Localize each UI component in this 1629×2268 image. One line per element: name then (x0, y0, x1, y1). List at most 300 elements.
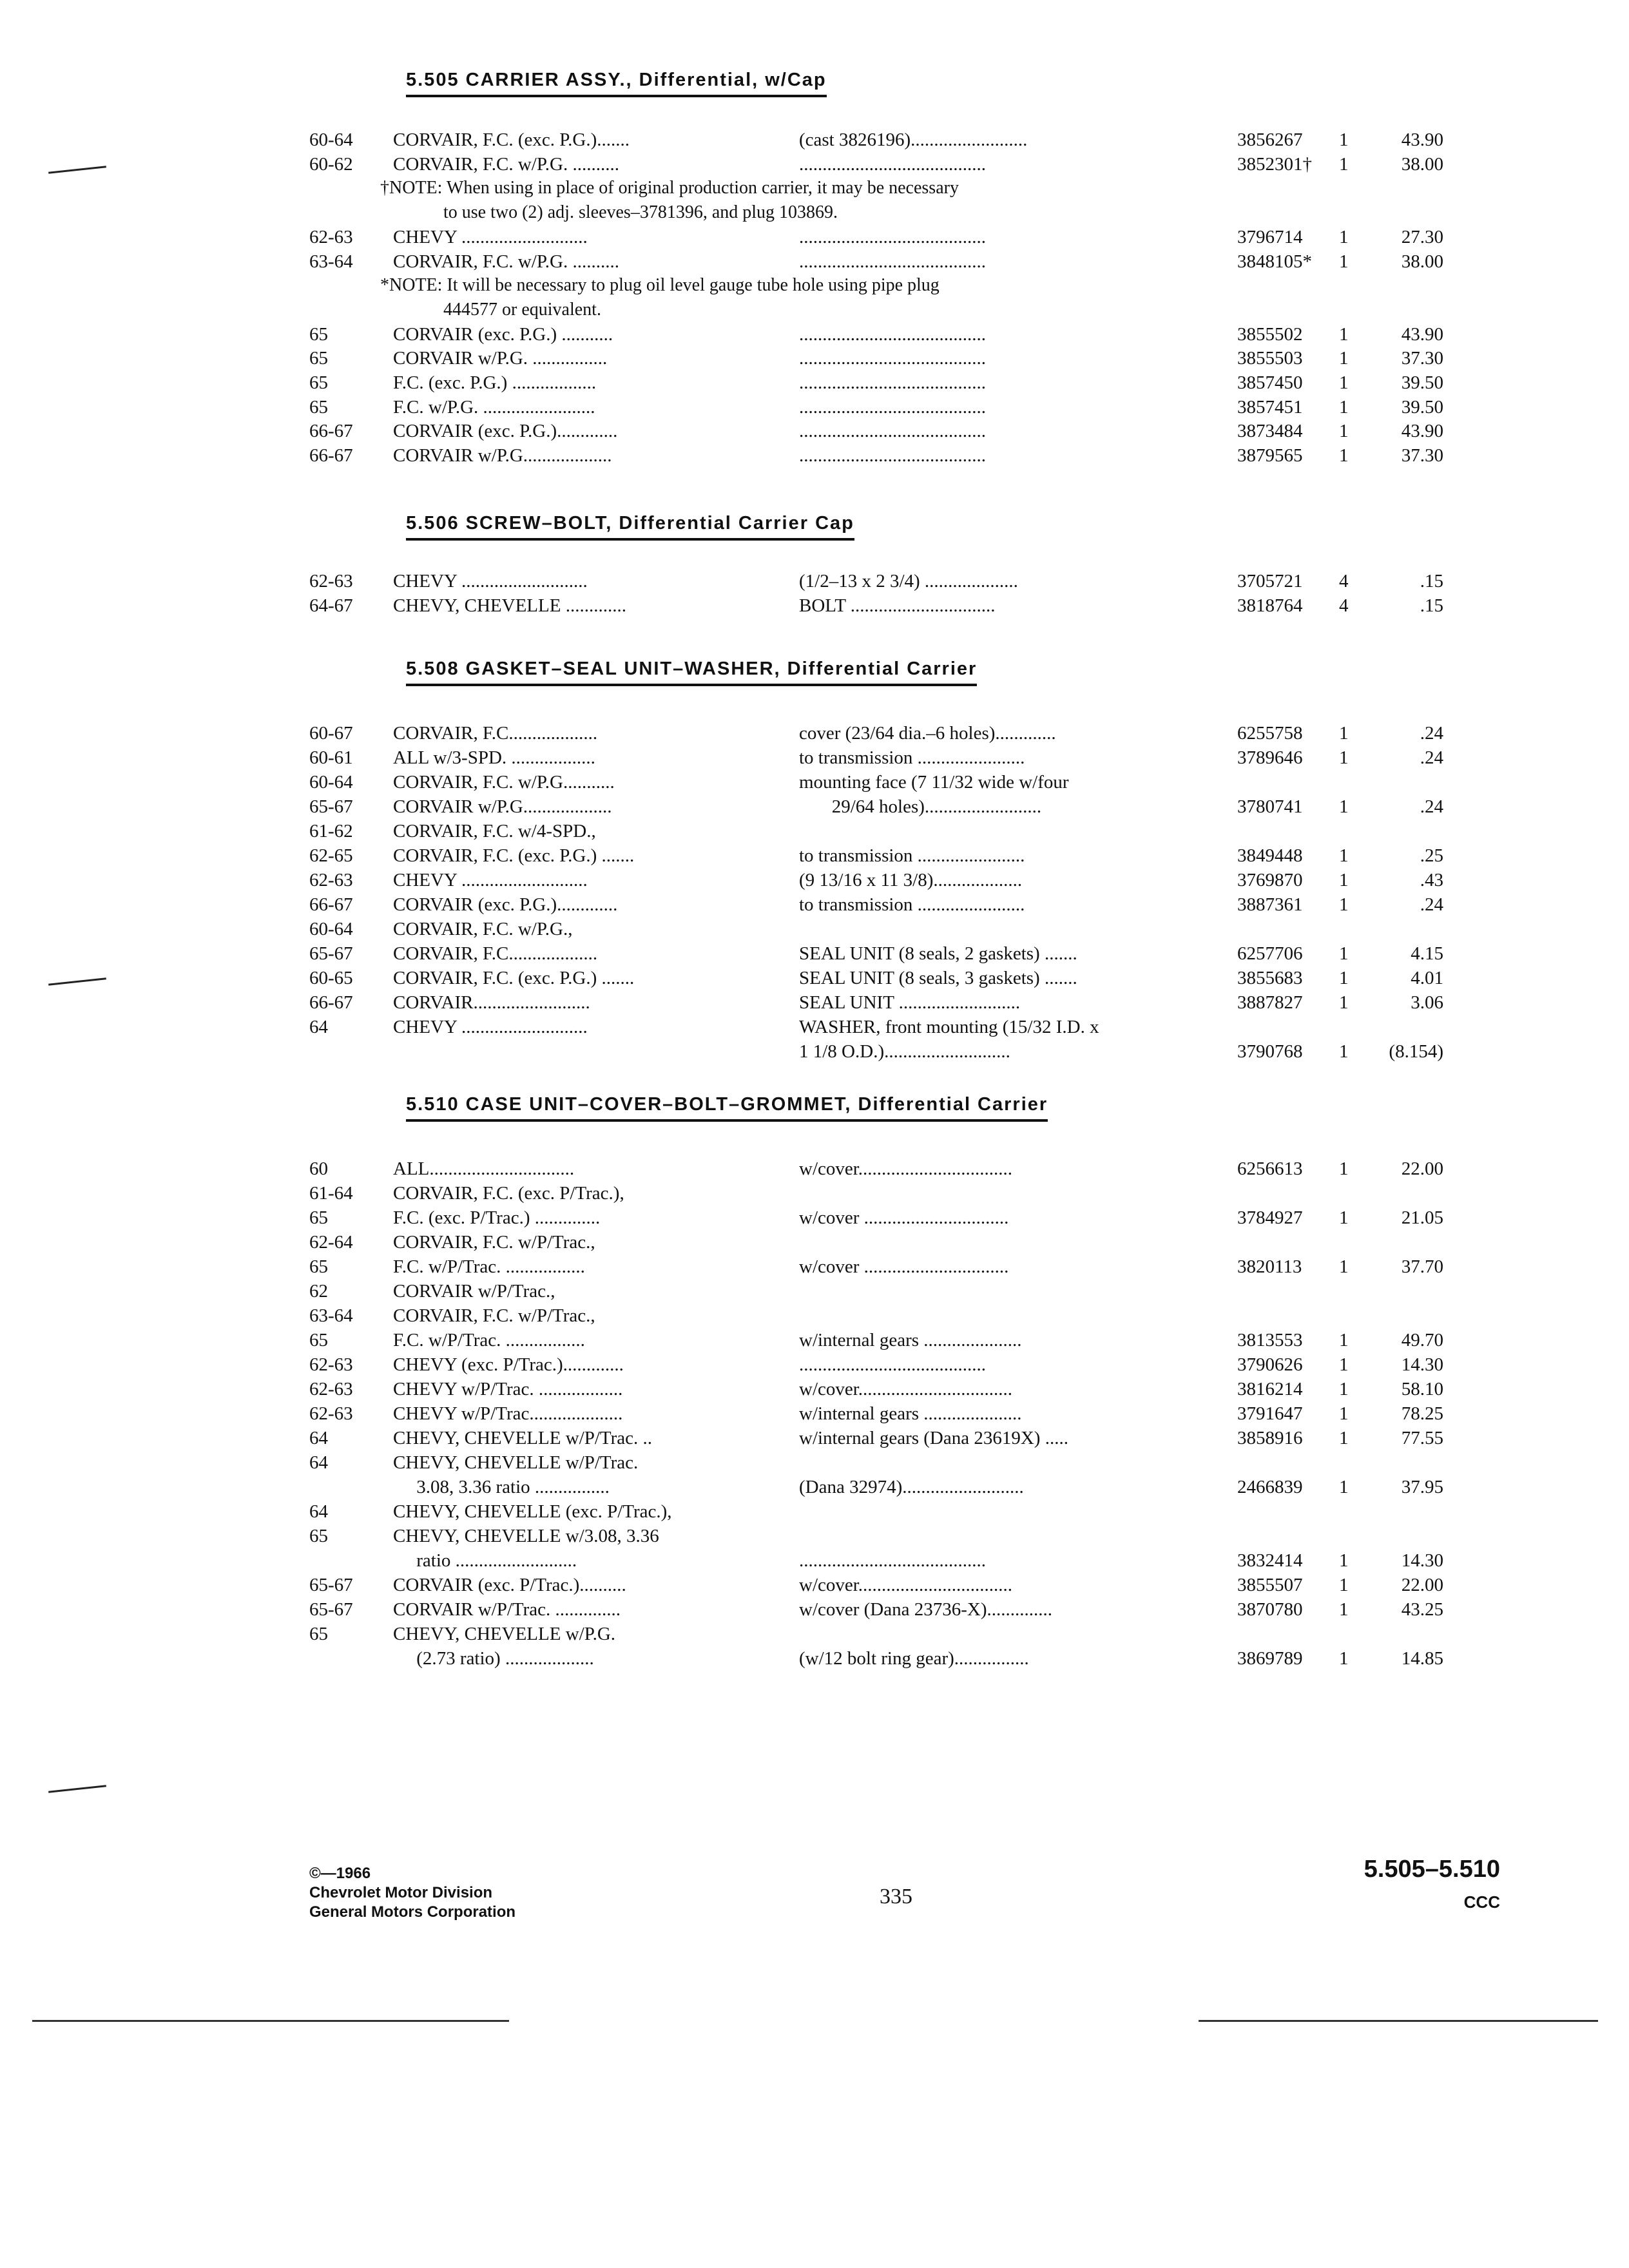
application: CHEVY ........................... (393, 1017, 588, 1037)
part-number: 3855502 (1237, 323, 1303, 345)
part-row (309, 1599, 1469, 1624)
part-row (309, 397, 1469, 421)
application: CORVAIR......................... (393, 992, 590, 1013)
model-years: 64 (309, 1501, 328, 1522)
price: 14.30 (1401, 1550, 1443, 1571)
part-number: 3784927 (1237, 1207, 1303, 1228)
part-row (309, 992, 1469, 1017)
specification: w/cover (Dana 23736-X).............. (799, 1599, 1053, 1620)
part-row (309, 1330, 1469, 1354)
application: CORVAIR, F.C................... (393, 723, 598, 744)
model-years: 65 (309, 323, 328, 345)
model-years: 62-63 (309, 226, 353, 247)
quantity: 1 (1339, 992, 1349, 1013)
specification: 1 1/8 O.D.)........................... (799, 1041, 1010, 1062)
part-row (309, 324, 1469, 349)
application: ratio .......................... (393, 1550, 577, 1571)
margin-mark (48, 166, 106, 173)
price: (8.154) (1389, 1041, 1443, 1062)
specification: w/cover................................. (799, 1379, 1013, 1399)
application: CHEVY ........................... (393, 870, 588, 890)
note-line (309, 178, 1469, 202)
application: F.C. w/P/Trac. ................. (393, 1330, 585, 1350)
application: CORVAIR, F.C. w/4-SPD., (393, 821, 596, 841)
model-years: 64 (309, 1428, 328, 1448)
part-row (309, 595, 1469, 620)
model-years: 60-64 (309, 772, 353, 793)
part-number: 3869789 (1237, 1648, 1303, 1669)
model-years: 61-62 (309, 821, 353, 841)
part-row (309, 1354, 1469, 1379)
price: 14.85 (1401, 1648, 1443, 1669)
application: F.C. w/P.G. ........................ (393, 396, 595, 418)
application: CORVAIR w/P/Trac., (393, 1281, 555, 1302)
model-years: 65 (309, 1256, 328, 1277)
model-years: 65-67 (309, 1599, 353, 1620)
part-number: 3887361 (1237, 894, 1303, 915)
quantity: 1 (1339, 226, 1349, 247)
part-row (309, 130, 1469, 154)
specification: mounting face (7 11/32 wide w/four (799, 772, 1069, 793)
quantity: 1 (1339, 943, 1349, 964)
model-years: 60-64 (309, 919, 353, 939)
application: CHEVY (exc. P/Trac.)............. (393, 1354, 624, 1375)
part-number: 3780741 (1237, 796, 1303, 817)
application: CHEVY, CHEVELLE w/P/Trac. .. (393, 1428, 652, 1448)
part-row (309, 1575, 1469, 1599)
specification: w/cover ............................... (799, 1256, 1009, 1277)
price: .24 (1420, 894, 1443, 915)
model-years: 62-65 (309, 845, 353, 866)
part-number: 6256613 (1237, 1158, 1303, 1179)
application: CHEVY w/P/Trac. .................. (393, 1379, 623, 1399)
part-number: 3769870 (1237, 870, 1303, 890)
part-number: 3790768 (1237, 1041, 1303, 1062)
part-row (309, 372, 1469, 397)
section-title: 5.510 CASE UNIT–COVER–BOLT–GROMMET, Differential Carrier (406, 1094, 1048, 1122)
model-years: 60-61 (309, 747, 353, 768)
part-number: 3855503 (1237, 348, 1303, 369)
application: ALL............................... (393, 1158, 575, 1179)
application: CORVAIR, F.C. w/P.G........... (393, 772, 615, 793)
model-years: 62-64 (309, 1232, 353, 1253)
price: .24 (1420, 747, 1443, 768)
part-number: 6257706 (1237, 943, 1303, 964)
margin-mark (48, 977, 106, 985)
price: .43 (1420, 870, 1443, 890)
price: 43.90 (1401, 421, 1443, 442)
price: 4.01 (1411, 968, 1443, 988)
application: CORVAIR, F.C. w/P/Trac., (393, 1305, 595, 1326)
quantity: 1 (1339, 348, 1349, 369)
price: 38.00 (1401, 153, 1443, 175)
application: CORVAIR (exc. P/Trac.).......... (393, 1575, 626, 1595)
quantity: 4 (1339, 595, 1349, 616)
application: CHEVY, CHEVELLE w/P.G. (393, 1624, 616, 1644)
part-row (309, 772, 1469, 796)
specification: ........................................ (799, 348, 986, 369)
specification: (1/2–13 x 2 3/4) .................... (799, 571, 1018, 591)
model-years: 60-64 (309, 130, 353, 150)
specification: (cast 3826196)......................... (799, 130, 1028, 150)
part-number: 3796714 (1237, 226, 1303, 247)
application: F.C. w/P/Trac. ................. (393, 1256, 585, 1277)
part-number: 3852301† (1237, 153, 1312, 175)
quantity: 1 (1339, 323, 1349, 345)
application: CORVAIR (exc. P.G.)............. (393, 894, 618, 915)
application: CORVAIR w/P.G. ................ (393, 348, 608, 369)
quantity: 1 (1339, 845, 1349, 866)
application: CORVAIR, F.C. (exc. P.G.) ....... (393, 845, 635, 866)
specification: ........................................ (799, 153, 986, 175)
specification: ........................................ (799, 372, 986, 393)
part-row (309, 1232, 1469, 1256)
part-row (309, 1526, 1469, 1550)
quantity: 1 (1339, 894, 1349, 915)
application: 3.08, 3.36 ratio ................ (393, 1477, 610, 1497)
application: CORVAIR (exc. P.G.)............. (393, 421, 618, 442)
part-number: 3856267 (1237, 130, 1303, 150)
model-years: 60 (309, 1158, 328, 1179)
quantity: 1 (1339, 396, 1349, 418)
model-years: 62-63 (309, 1379, 353, 1399)
part-row (309, 1403, 1469, 1428)
model-years: 65 (309, 1207, 328, 1228)
part-row (309, 1158, 1469, 1183)
model-years: 62-63 (309, 870, 353, 890)
application: F.C. (exc. P.G.) .................. (393, 372, 597, 393)
copyright: ©—1966 (309, 1865, 371, 1882)
note-text: to use two (2) adj. sleeves–3781396, and plug 103869. (380, 202, 838, 223)
part-row (309, 1017, 1469, 1041)
part-number: 3855683 (1237, 968, 1303, 988)
part-number: 2466839 (1237, 1477, 1303, 1497)
part-number: 3879565 (1237, 445, 1303, 466)
price: 43.25 (1401, 1599, 1443, 1620)
price: 39.50 (1401, 372, 1443, 393)
specification: cover (23/64 dia.–6 holes)............. (799, 723, 1056, 744)
quantity: 1 (1339, 1041, 1349, 1062)
part-row (309, 723, 1469, 747)
model-years: 65-67 (309, 943, 353, 964)
part-row (309, 1379, 1469, 1403)
application: CORVAIR w/P/Trac. .............. (393, 1599, 621, 1620)
quantity: 1 (1339, 421, 1349, 442)
price: 37.70 (1401, 1256, 1443, 1277)
model-years: 64 (309, 1452, 328, 1473)
section-title: 5.506 SCREW–BOLT, Differential Carrier Cap (406, 513, 854, 541)
application: CHEVY ........................... (393, 571, 588, 591)
application: CHEVY, CHEVELLE (exc. P/Trac.), (393, 1501, 672, 1522)
specification: (Dana 32974).......................... (799, 1477, 1024, 1497)
quantity: 1 (1339, 723, 1349, 744)
note-line (309, 202, 1469, 227)
application: CORVAIR, F.C................... (393, 943, 598, 964)
specification: w/internal gears ..................... (799, 1330, 1022, 1350)
model-years: 65 (309, 372, 328, 393)
bottom-rule (1199, 2020, 1598, 2022)
part-number: 3855507 (1237, 1575, 1303, 1595)
part-row (309, 1305, 1469, 1330)
application: CORVAIR, F.C. w/P.G., (393, 919, 573, 939)
quantity: 1 (1339, 796, 1349, 817)
specification: (9 13/16 x 11 3/8)................... (799, 870, 1023, 890)
quantity: 1 (1339, 130, 1349, 150)
part-row (309, 1477, 1469, 1501)
model-years: 60-62 (309, 153, 353, 175)
model-years: 62 (309, 1281, 328, 1302)
application: CORVAIR, F.C. w/P/Trac., (393, 1232, 595, 1253)
part-number: 3790626 (1237, 1354, 1303, 1375)
section-range: 5.505–5.510 (1364, 1856, 1500, 1883)
price: 3.06 (1411, 992, 1443, 1013)
part-row (309, 348, 1469, 372)
note-line (309, 275, 1469, 300)
specification: BOLT ............................... (799, 595, 996, 616)
part-row (309, 796, 1469, 821)
part-row (309, 445, 1469, 470)
price: 43.90 (1401, 130, 1443, 150)
division-name: Chevrolet Motor Division (309, 1884, 493, 1901)
price: 77.55 (1401, 1428, 1443, 1448)
price: 49.70 (1401, 1330, 1443, 1350)
specification: to transmission ....................... (799, 845, 1025, 866)
specification: ........................................ (799, 323, 986, 345)
part-row (309, 747, 1469, 772)
specification: to transmission ....................... (799, 894, 1025, 915)
application: CHEVY, CHEVELLE w/P/Trac. (393, 1452, 639, 1473)
quantity: 1 (1339, 968, 1349, 988)
quantity: 1 (1339, 1403, 1349, 1424)
part-row (309, 821, 1469, 845)
price: 37.95 (1401, 1477, 1443, 1497)
part-row (309, 1452, 1469, 1477)
model-years: 66-67 (309, 992, 353, 1013)
specification: ........................................ (799, 396, 986, 418)
application: CORVAIR w/P.G................... (393, 796, 612, 817)
quantity: 1 (1339, 1648, 1349, 1669)
application: ALL w/3-SPD. .................. (393, 747, 595, 768)
part-number: 3857451 (1237, 396, 1303, 418)
model-years: 65 (309, 1526, 328, 1546)
application: CORVAIR w/P.G................... (393, 445, 612, 466)
model-years: 63-64 (309, 251, 353, 272)
part-number: 3818764 (1237, 595, 1303, 616)
specification: w/cover ............................... (799, 1207, 1009, 1228)
part-row (309, 894, 1469, 919)
part-number: 3820113 (1237, 1256, 1302, 1277)
quantity: 1 (1339, 1550, 1349, 1571)
specification: 29/64 holes)......................... (799, 796, 1042, 817)
specification: SEAL UNIT .......................... (799, 992, 1021, 1013)
part-row (309, 421, 1469, 445)
part-row (309, 1256, 1469, 1281)
quantity: 4 (1339, 571, 1349, 591)
publisher-block (309, 1864, 516, 1922)
part-row (309, 1648, 1469, 1673)
part-row (309, 1183, 1469, 1207)
specification: ........................................ (799, 421, 986, 442)
part-row (309, 1428, 1469, 1452)
model-years: 66-67 (309, 894, 353, 915)
price: 4.15 (1411, 943, 1443, 964)
part-number: 3789646 (1237, 747, 1303, 768)
specification: w/cover................................. (799, 1575, 1013, 1595)
part-row (309, 1281, 1469, 1305)
application: CORVAIR (exc. P.G.) ........... (393, 323, 613, 345)
price: 14.30 (1401, 1354, 1443, 1375)
part-row (309, 571, 1469, 595)
quantity: 1 (1339, 1158, 1349, 1179)
price: 21.05 (1401, 1207, 1443, 1228)
quantity: 1 (1339, 1207, 1349, 1228)
part-number: 3857450 (1237, 372, 1303, 393)
application: CHEVY ........................... (393, 226, 588, 247)
model-years: 62-63 (309, 1403, 353, 1424)
part-number: 3816214 (1237, 1379, 1303, 1399)
quantity: 1 (1339, 445, 1349, 466)
part-row (309, 845, 1469, 870)
quantity: 1 (1339, 1575, 1349, 1595)
part-number: 3873484 (1237, 421, 1303, 442)
part-row (309, 227, 1469, 251)
model-years: 65 (309, 396, 328, 418)
quantity: 1 (1339, 1354, 1349, 1375)
note-line (309, 300, 1469, 324)
application: (2.73 ratio) ................... (393, 1648, 594, 1669)
part-number: 3791647 (1237, 1403, 1303, 1424)
model-years: 64-67 (309, 595, 353, 616)
price: .24 (1420, 796, 1443, 817)
quantity: 1 (1339, 372, 1349, 393)
price: 39.50 (1401, 396, 1443, 418)
note-text: †NOTE: When using in place of original production carrier, it may be necessary (380, 178, 959, 198)
price: 78.25 (1401, 1403, 1443, 1424)
note-text: 444577 or equivalent. (380, 299, 601, 320)
model-years: 65 (309, 1624, 328, 1644)
corporation-name: General Motors Corporation (309, 1903, 516, 1921)
part-number: 3858916 (1237, 1428, 1303, 1448)
page-code: CCC (1463, 1892, 1500, 1912)
price: .15 (1420, 571, 1443, 591)
price: .15 (1420, 595, 1443, 616)
part-number: 3887827 (1237, 992, 1303, 1013)
quantity: 1 (1339, 1379, 1349, 1399)
specification: SEAL UNIT (8 seals, 3 gaskets) ....... (799, 968, 1077, 988)
model-years: 64 (309, 1017, 328, 1037)
price: 43.90 (1401, 323, 1443, 345)
quantity: 1 (1339, 251, 1349, 272)
application: CORVAIR, F.C. (exc. P/Trac.), (393, 1183, 624, 1204)
part-row (309, 1624, 1469, 1648)
part-row (309, 1550, 1469, 1575)
specification: ........................................ (799, 445, 986, 466)
bottom-rule (32, 2020, 509, 2022)
part-row (309, 1207, 1469, 1232)
quantity: 1 (1339, 870, 1349, 890)
section-title: 5.508 GASKET–SEAL UNIT–WASHER, Differential Carrier (406, 658, 977, 686)
price: 37.30 (1401, 445, 1443, 466)
specification: WASHER, front mounting (15/32 I.D. x (799, 1017, 1099, 1037)
part-row (309, 968, 1469, 992)
model-years: 66-67 (309, 445, 353, 466)
specification: ........................................ (799, 226, 986, 247)
quantity: 1 (1339, 1256, 1349, 1277)
model-years: 66-67 (309, 421, 353, 442)
specification: (w/12 bolt ring gear)................ (799, 1648, 1029, 1669)
application: CHEVY, CHEVELLE ............. (393, 595, 626, 616)
price: 22.00 (1401, 1158, 1443, 1179)
application: CORVAIR, F.C. w/P.G. .......... (393, 251, 619, 272)
model-years: 60-65 (309, 968, 353, 988)
part-number: 3705721 (1237, 571, 1303, 591)
note-text: *NOTE: It will be necessary to plug oil level gauge tube hole using pipe plug (380, 275, 940, 296)
margin-mark (48, 1785, 106, 1792)
model-years: 65-67 (309, 1575, 353, 1595)
specification: SEAL UNIT (8 seals, 2 gaskets) ....... (799, 943, 1077, 964)
model-years: 63-64 (309, 1305, 353, 1326)
quantity: 1 (1339, 1428, 1349, 1448)
part-row (309, 1041, 1469, 1066)
specification: w/cover................................. (799, 1158, 1013, 1179)
quantity: 1 (1339, 153, 1349, 175)
specification: w/internal gears ..................... (799, 1403, 1022, 1424)
specification: w/internal gears (Dana 23619X) ..... (799, 1428, 1068, 1448)
application: CORVAIR, F.C. w/P.G. .......... (393, 153, 619, 175)
part-number: 3813553 (1237, 1330, 1303, 1350)
specification: ........................................ (799, 251, 986, 272)
part-row (309, 870, 1469, 894)
part-row (309, 154, 1469, 178)
price: 37.30 (1401, 348, 1443, 369)
quantity: 1 (1339, 747, 1349, 768)
application: CORVAIR, F.C. (exc. P.G.)....... (393, 130, 630, 150)
price: .25 (1420, 845, 1443, 866)
price: 58.10 (1401, 1379, 1443, 1399)
quantity: 1 (1339, 1477, 1349, 1497)
quantity: 1 (1339, 1599, 1349, 1620)
model-years: 61-64 (309, 1183, 353, 1204)
model-years: 62-63 (309, 1354, 353, 1375)
price: 22.00 (1401, 1575, 1443, 1595)
model-years: 65-67 (309, 796, 353, 817)
part-row (309, 919, 1469, 943)
part-number: 3832414 (1237, 1550, 1303, 1571)
model-years: 62-63 (309, 571, 353, 591)
application: CHEVY, CHEVELLE w/3.08, 3.36 (393, 1526, 659, 1546)
part-row (309, 251, 1469, 276)
price: 38.00 (1401, 251, 1443, 272)
application: CORVAIR, F.C. (exc. P.G.) ....... (393, 968, 635, 988)
quantity: 1 (1339, 1330, 1349, 1350)
section-title: 5.505 CARRIER ASSY., Differential, w/Cap (406, 70, 827, 97)
price: 27.30 (1401, 226, 1443, 247)
part-number: 3870780 (1237, 1599, 1303, 1620)
model-years: 60-67 (309, 723, 353, 744)
part-number: 6255758 (1237, 723, 1303, 744)
part-row (309, 943, 1469, 968)
part-number: 3848105* (1237, 251, 1312, 272)
part-row (309, 1501, 1469, 1526)
price: .24 (1420, 723, 1443, 744)
specification: ........................................ (799, 1550, 986, 1571)
model-years: 65 (309, 348, 328, 369)
application: F.C. (exc. P/Trac.) .............. (393, 1207, 601, 1228)
page-number: 335 (880, 1885, 912, 1908)
application: CHEVY w/P/Trac.................... (393, 1403, 623, 1424)
specification: to transmission ....................... (799, 747, 1025, 768)
part-number: 3849448 (1237, 845, 1303, 866)
